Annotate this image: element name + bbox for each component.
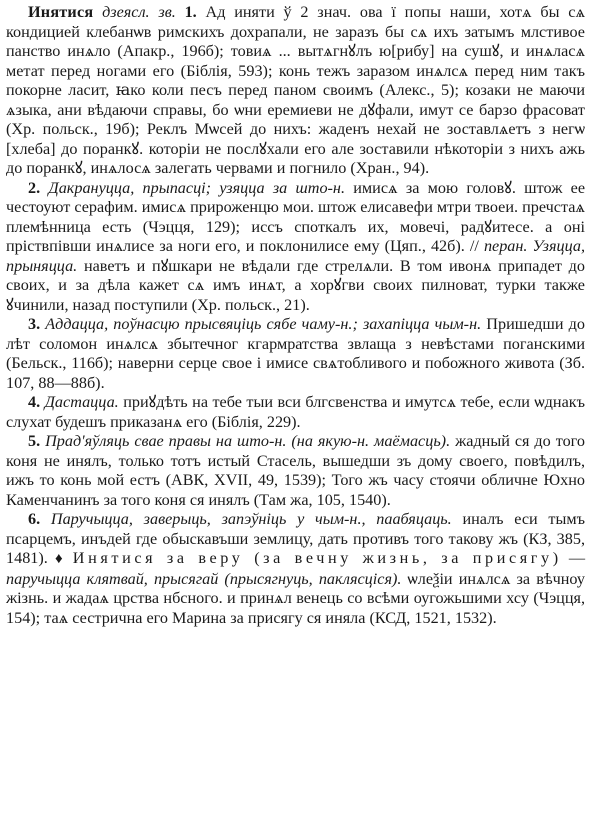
sense-number: 1. [184, 3, 197, 21]
sense-number: 3. [28, 315, 41, 333]
sense-text-continued: наветъ и пꙋшкари не вѣдали где стрелѧли. В том ивонѧ припадет до своих, и за дѣла кажет сѧ имъ инѧт, а хорꙋгви своих пилноват, турки также ꙋчинили, назад поступили (Хр. польск., 21). [6, 256, 585, 314]
grammar-label: дзеясл. зв. [102, 3, 176, 21]
sense-definition: Дакрануцца, прыпасці; узяцца за што-н. [48, 178, 346, 197]
sense-text: Ад иняти ў 2 знач. ова ї попы наши, хотѧ бы сѧ кондицией клебанѡв римскихъ дохрапали, не заразъ бы сѧ ихъ затымъ млстивое панство инѧло (Апакр., 196б); товиѧ ... вытѧгнꙋлъ ю[рибу] на сушꙋ, и инѧласѧ метат перед ногами его (Біблія, 593); конь тежъ заразом инѧлсѧ перед ним такъ покорне ласит, ꙗко коли песъ перед паном своимъ (Алекс., 5); козаки не маючи ѧзыка, ани вѣдаючи справы, бо ѡни еремиеви не дꙋфали, имут се барзо фрасоват (Хр. польск., 19б); Реклъ Мѡсей до нихъ: жаденъ нехай не зоставлѧетъ з негѡ [хлеба] до поранкꙋ. которіи не послꙋхали его але зоставили нѣкоторіи з нихъ ажь до поранкꙋ, инѧлосѧ залегать червами и погнило (Хран., 94). [6, 3, 585, 177]
phrase-dash: — [561, 549, 586, 567]
entry-sense-5 [6, 432, 585, 510]
sense-definition: Дастацца. [44, 393, 119, 411]
sense-definition: Прад'яўляць свае правы на што-н. (на якую-н. маёмасць). [45, 432, 451, 450]
sense-text: имисѧ за мою головꙋ. штож ее честоуют серафим. имисѧ прироженцю мои. штож елисавефи мтри твоеи. пречстаѧ племѣнница есть (Чэцця, 129); иссъ споткалъ их, мовечі, радꙋитесе. а оні пріствпівши инѧлисе за ноги его, и поклонилисе ему (Цяп., 42б). // [6, 178, 586, 255]
sense-subdefinition: перан. Узяцца, прыняцца. [6, 237, 585, 275]
sense-text: приꙋдѣть на тебе тыи вси блгсвенства и имутсѧ тебе, если ѡднакъ слухат будешъ приказанѧ его (Біблія, 229). [6, 393, 586, 431]
phrase-definition: паручыцца клятвай, прысягай (прысягнуць, паклясціся). [6, 569, 402, 588]
sense-number: 2. [28, 178, 41, 197]
sense-number: 4. [28, 393, 41, 411]
sense-number: 6. [28, 510, 41, 528]
sense-number: 5. [28, 432, 41, 450]
sense-text: жадный ся до того коня не инялъ, только тотъ истый Стасель, вышедши зъ дому своего, повѣдилъ, ижъ то конь мой естъ (АВК, XVII, 49, 1539); Того жъ часу стоячи обличне Юхно Каменчанинъ за того коня ся инялъ (Там жа, 105, 1540). [6, 432, 585, 509]
entry-sense-4 [6, 393, 585, 432]
entry-sense-6 [6, 510, 585, 628]
phrase-diamond-icon: ♦ [54, 551, 66, 567]
entry-sense-2 [6, 179, 585, 316]
phraseological-unit: Инятися за веру (за вечну жизнь, за присягу) [72, 549, 562, 567]
sense-definition: Паручыцца, заверыць, запэўніць у чым-н., паабяцаць. [50, 510, 452, 528]
sense-text: иналъ еси тымъ псарцемъ, инъдей где обыскавъши землицу, дать противъ того такову жъ (КЗ, 385, 1481). [6, 510, 585, 567]
sense-definition: Аддацца, поўнасцю прысвяціць сябе чаму-н.; захапіцца чым-н. [45, 315, 482, 333]
sense-text: Пришедши до лѣт соломон инѧлсѧ збытечног кгармратства звлаща з невѣстами поганскими (Бельск., 116б); наверни серце свое і имисе свѧтобливого и побожного живота (Зб. 107, 88—88б). [6, 315, 586, 392]
sense-text-continued: ѡлеѯіи инѧлсѧ за вѣчноу жізнь. и жадаѧ црства нбсного. и принѧл венець со всѣми оугожьшими хсу (Чэцця, 154); таѧ сестрична его Марина за присягу ся иняла (КСД, 1521, 1532). [6, 569, 585, 627]
entry-sense-1 [6, 3, 585, 179]
headword: Инятися [28, 3, 94, 21]
entry-sense-3 [6, 315, 585, 393]
